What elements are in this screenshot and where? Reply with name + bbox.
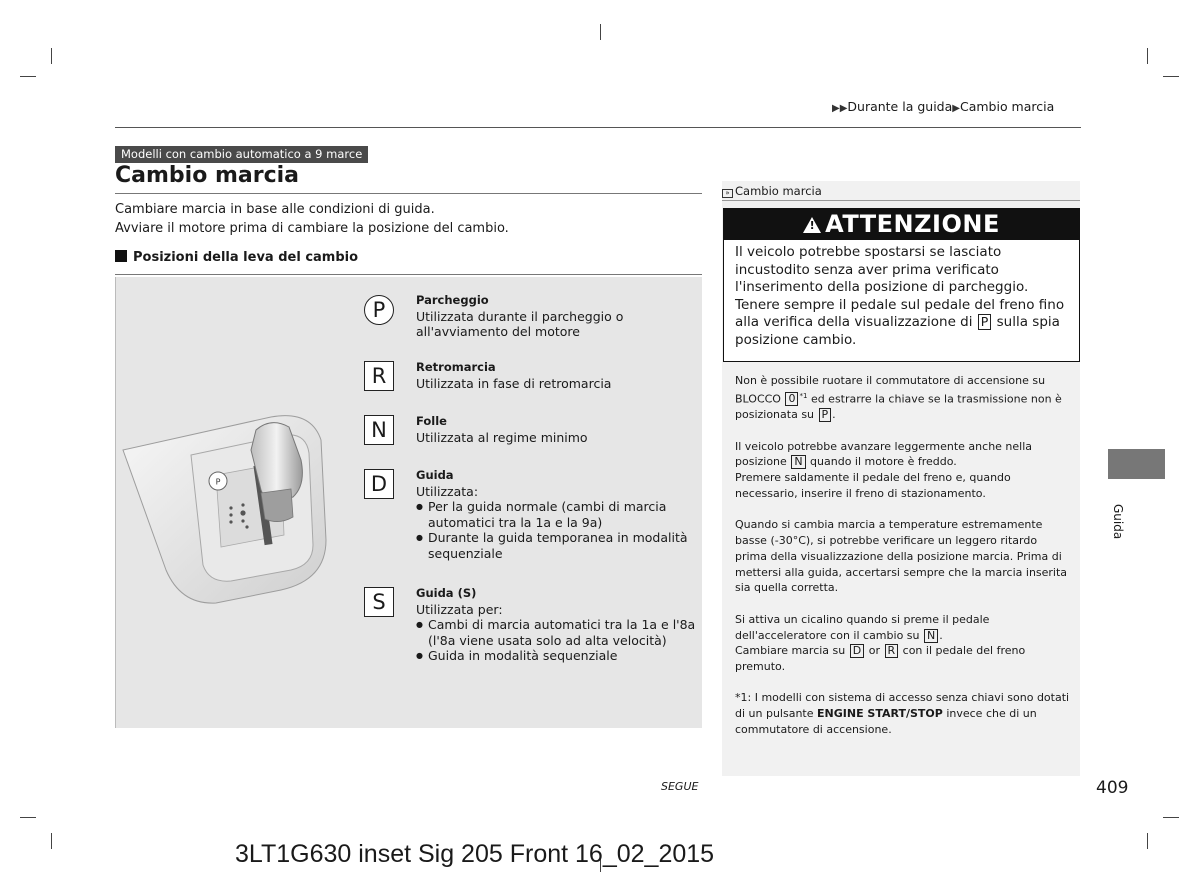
gear-item-reverse: [364, 360, 699, 400]
crop-mark: [1163, 817, 1179, 818]
gear-description: [416, 586, 701, 664]
side-rule: [722, 200, 1080, 201]
warning-triangle-icon: [803, 217, 821, 233]
intro-text: [115, 200, 702, 238]
print-code: 3LT1G630 inset Sig 205 Front 16_02_2015: [235, 840, 715, 868]
model-badge: Modelli con cambio automatico a 9 marce: [115, 146, 368, 163]
gear-symbol-n: N: [364, 415, 394, 445]
footnote-ref: *1: [799, 391, 808, 400]
gear-positions-panel: [115, 277, 702, 728]
crop-mark: [51, 48, 52, 64]
crop-mark: [600, 24, 601, 40]
gear-description: [416, 293, 701, 340]
crop-mark: [20, 817, 36, 818]
warning-box: [723, 208, 1080, 362]
gear-item-park: [364, 293, 699, 343]
intro-line: Avviare il motore prima di cambiare la posizione del cambio.: [115, 221, 509, 236]
gear-desc: Utilizzata per:: [416, 601, 503, 617]
double-triangle-icon: ▶▶: [832, 103, 848, 114]
gear-name: Guida (S): [416, 586, 477, 600]
gear-bullet-list: [416, 617, 701, 664]
gear-item-neutral: [364, 414, 699, 454]
side-header: [722, 184, 822, 198]
gear-name: Guida: [416, 468, 454, 482]
gear-name: Retromarcia: [416, 360, 496, 374]
note-paragraph: Si attiva un cicalino quando si preme il pedale dell'acceleratore con il cambio su N . Cambiare marcia su D or R con il pedale del freno premuto.: [735, 612, 1026, 674]
crop-mark: [1147, 48, 1148, 64]
gear-desc: Utilizzata in fase di retromarcia: [416, 375, 612, 391]
warning-text: Il veicolo potrebbe spostarsi se lasciato incustodito senza aver prima verificato l'inserimento della posizione di parcheggio. Tenere sempre il pedale sul pedale del freno fino alla verifica della visualizzazione di P sulla spia posizione cambio.: [735, 244, 1065, 348]
intro-line: Cambiare marcia in base alle condizioni di guida.: [115, 202, 435, 217]
crop-mark: [1147, 833, 1148, 849]
gear-item-drive: [364, 468, 699, 568]
gear-indicator-box: R: [885, 644, 899, 658]
list-item: ● Guida in modalità sequenziale: [416, 648, 701, 664]
gear-symbol-p: P: [364, 295, 394, 325]
title-rule: [115, 193, 702, 194]
reference-icon: »: [722, 189, 733, 198]
gear-description: [416, 360, 701, 391]
gear-bullet-list: [416, 499, 701, 561]
note-paragraph: Il veicolo potrebbe avanzare leggermente anche nella posizione N quando il motore è freddo. Premere saldamente il pedale del freno e, quando necessario, inserire il freno di stazionamento.: [735, 439, 1033, 500]
list-item: ● Durante la guida temporanea in modalità sequenziale: [416, 530, 701, 561]
gear-indicator-box: N: [924, 629, 938, 643]
gear-item-sport: [364, 586, 699, 671]
note-paragraph: Quando si cambia marcia a temperature estremamente basse (-30°C), si potrebbe verificare un leggero ritardo prima della visualizzazione della posizione marcia. Prima di mettersi alla guida, accertarsi sempre che la marcia inserita sia quella corretta.: [735, 518, 1068, 595]
note-paragraph: Non è possibile ruotare il commutatore di accensione su BLOCCO 0 $^{*1}$ ed estrarre la chiave se la trasmissione non è posizionata su P .: [735, 374, 1062, 422]
gear-symbol-s: S: [364, 587, 394, 617]
gear-indicator-box: 0: [785, 392, 798, 406]
gear-indicator-box: D: [850, 644, 864, 658]
gear-desc: Utilizzata al regime minimo: [416, 429, 588, 445]
gear-desc: Utilizzata durante il parcheggio o: [416, 308, 624, 324]
gear-desc: Utilizzata:: [416, 483, 479, 499]
p-button-label: P: [215, 477, 221, 487]
gear-symbol-r: R: [364, 361, 394, 391]
triangle-icon: ▶: [952, 103, 960, 114]
crop-mark: [20, 76, 36, 77]
breadcrumb-section: Durante la guida: [847, 99, 953, 114]
warning-header: [724, 209, 1079, 240]
breadcrumb: [832, 99, 1082, 114]
gear-name: Parcheggio: [416, 293, 489, 307]
page-number: 409: [1096, 778, 1129, 798]
gear-symbol-d: D: [364, 469, 394, 499]
chapter-tab-label: Guida: [1111, 504, 1125, 540]
gear-indicator-box: N: [791, 455, 805, 469]
warning-title: ATTENZIONE: [825, 210, 1000, 238]
section-rule: [115, 274, 702, 275]
page-title: Cambio marcia: [115, 163, 300, 188]
chapter-tab: [1108, 449, 1165, 479]
gear-indicator-box: P: [819, 408, 832, 422]
header-rule: [115, 127, 1081, 128]
gear-indicator-box: P: [978, 314, 992, 330]
square-bullet-icon: [115, 250, 127, 262]
section-heading-text: Posizioni della leva del cambio: [133, 250, 359, 265]
crop-mark: [1163, 76, 1179, 77]
gear-desc: all'avviamento del motore: [416, 324, 580, 339]
footnote: *1: I modelli con sistema di accesso senza chiavi sono dotati di un pulsante ENGINE START/STOP invece che di un commutatore di accensione.: [735, 691, 1070, 736]
breadcrumb-page: Cambio marcia: [959, 99, 1055, 114]
section-heading: [115, 250, 358, 265]
gear-description: [416, 414, 701, 445]
side-header-text: Cambio marcia: [735, 184, 822, 198]
continue-label: SEGUE: [661, 780, 699, 793]
notes: [735, 373, 1070, 753]
gear-name: Folle: [416, 414, 447, 428]
gear-shifter-illustration: [121, 405, 366, 615]
crop-mark: [51, 833, 52, 849]
gear-description: [416, 468, 701, 561]
list-item: ● Cambi di marcia automatici tra la 1a e l'8a (l'8a viene usata solo ad alta velocità): [416, 617, 701, 648]
list-item: ● Per la guida normale (cambi di marcia automatici tra la 1a e la 9a): [416, 499, 701, 530]
